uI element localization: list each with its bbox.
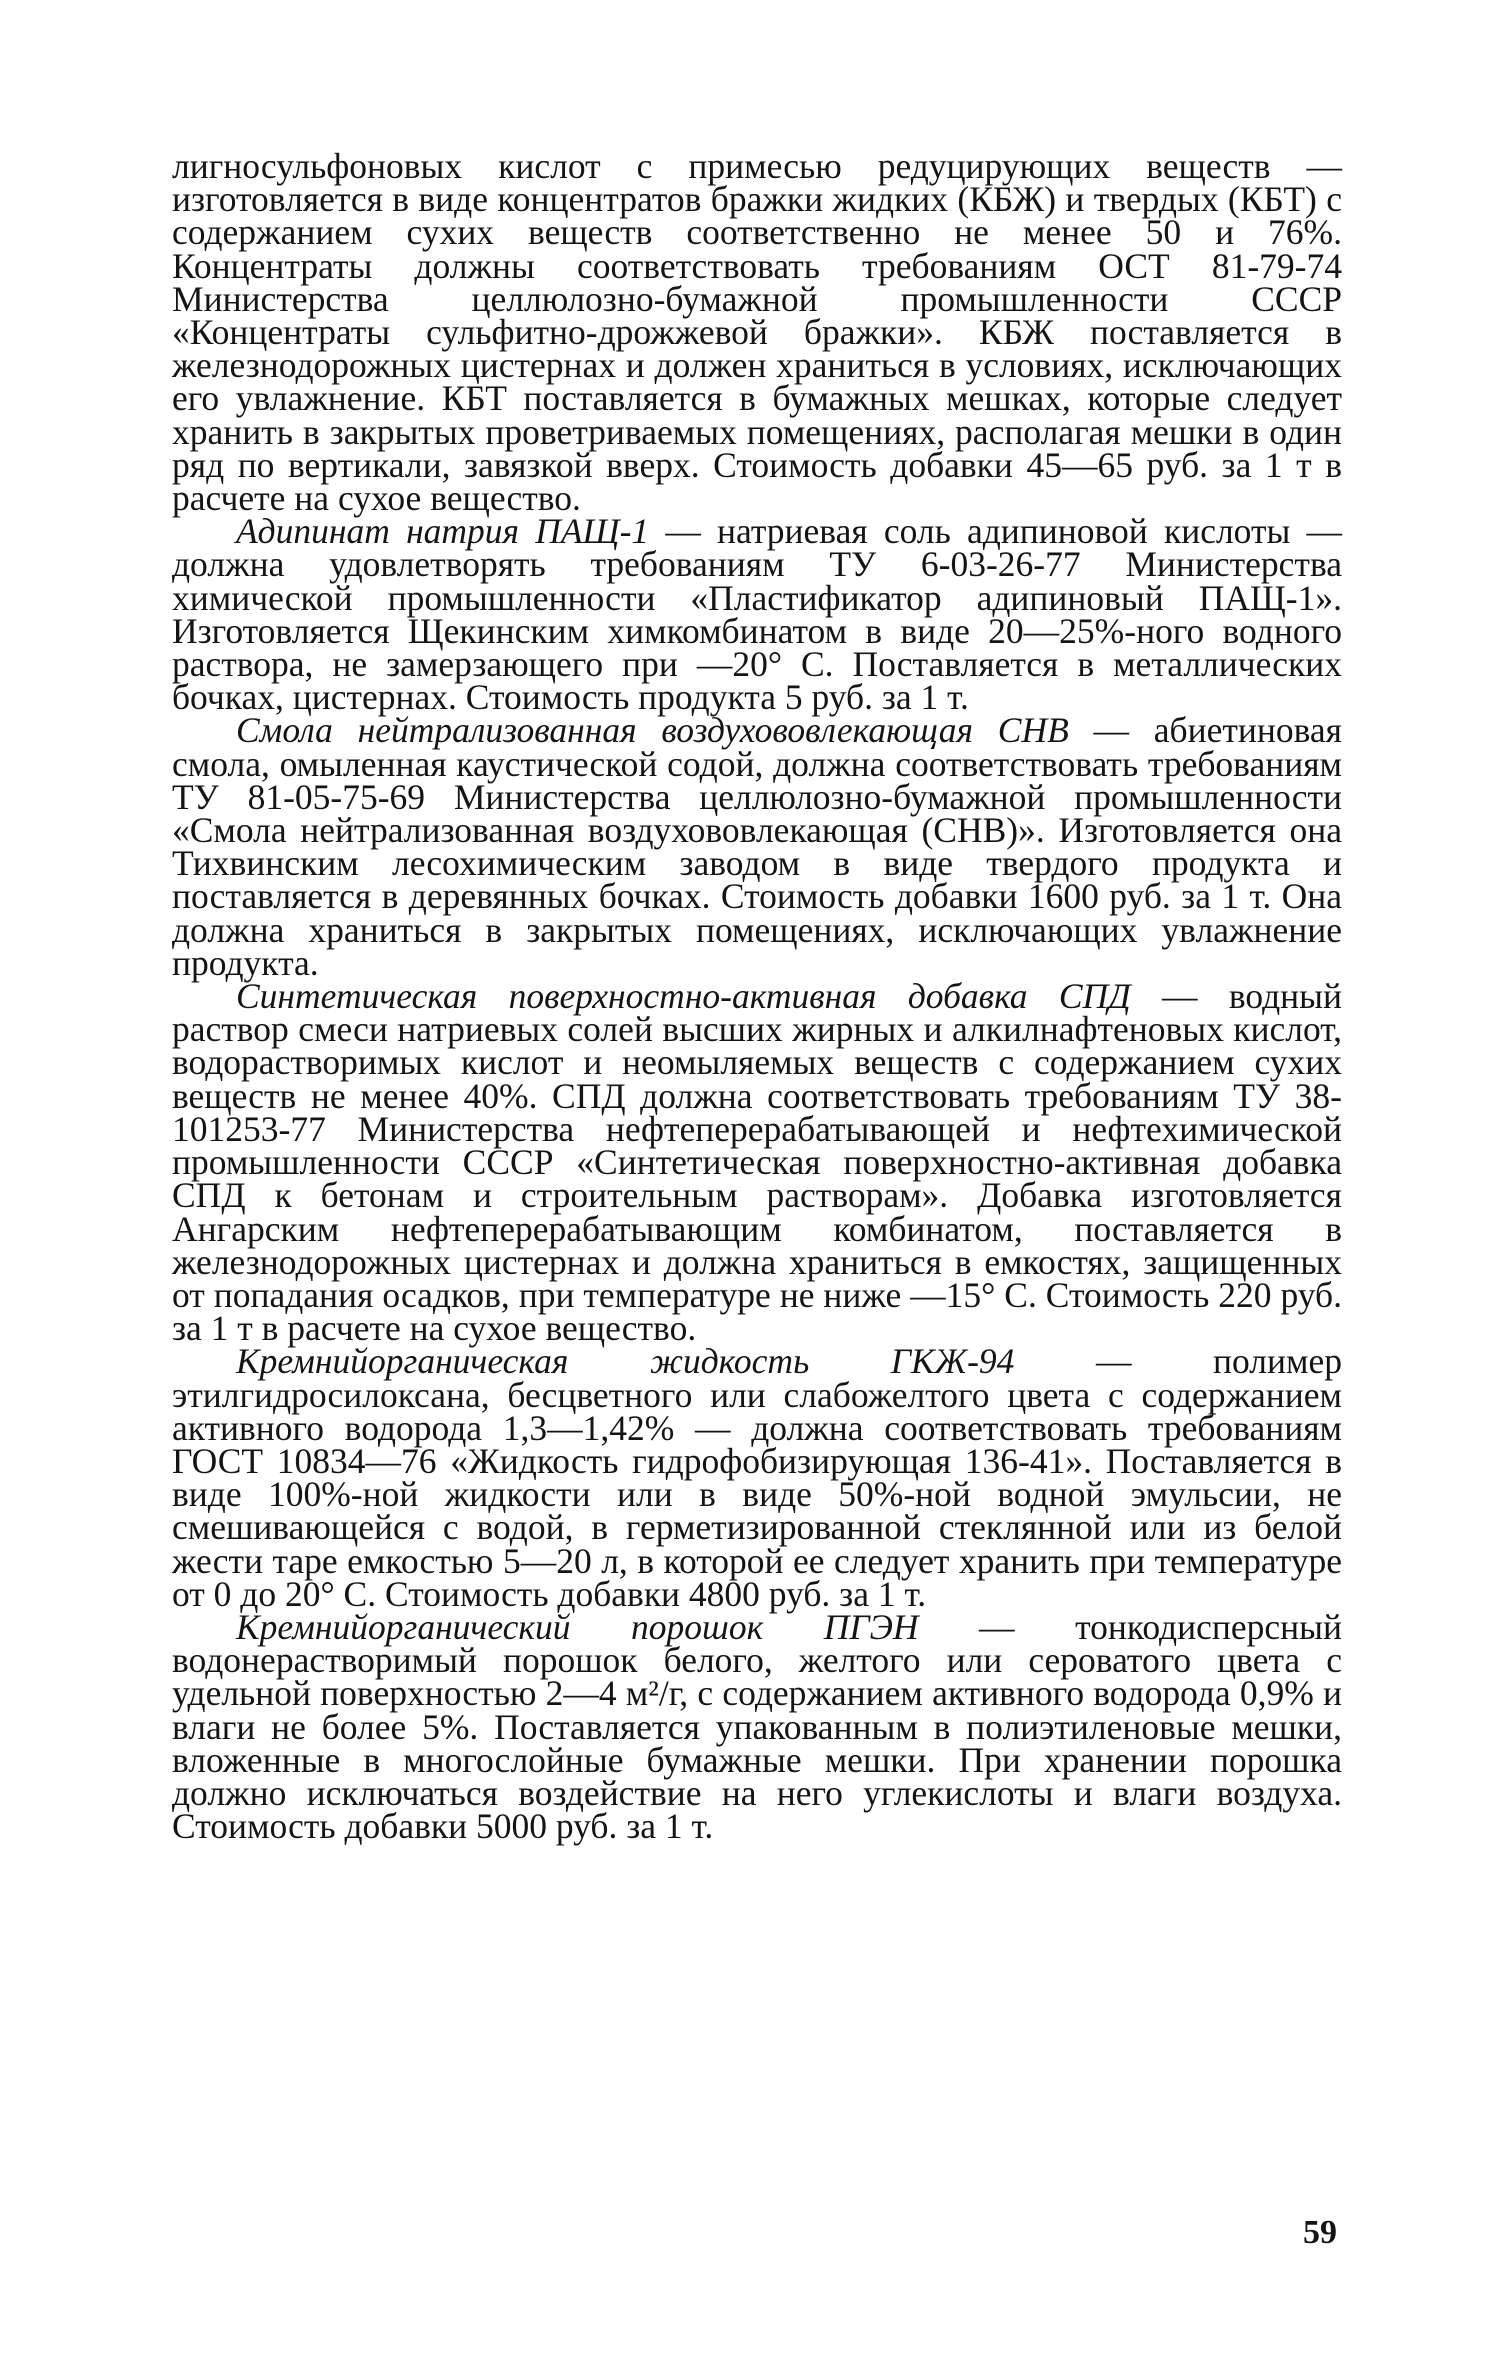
paragraph-text: — абиетиновая смола, омыленная каустической содой, должна соответствовать требованиям ТУ 81-05-75-69 Министерства целлюлозно-бумажной промышленности «Смола нейтрализованная воздухововлекающая (СНВ)». Изготовляется она Тихвинским лесохимическим заводом в виде твердого продукта и поставляется в деревянных бочках. Стоимость добавки 1600 руб. за 1 т. Она должна храниться в закрытых помещениях, исключающих увлажнение продукта. — [172, 710, 1342, 983]
paragraph-spd — [172, 976, 1343, 1349]
paragraph-text: — водный раствор смеси натриевых солей высших жирных и алкилнафтеновых кислот, водорастворимых кислот и неомыляемых веществ с содержанием сухих веществ не менее 40%. СПД должна соответствовать требованиям ТУ 38-101253-77 Министерства нефтеперерабатывающей и нефтехимической промышленности СССР «Синтетическая поверхностно-активная добавка СПД к бетонам и строительным растворам». Добавка изготовляется Ангарским нефтеперерабатывающим комбинатом, поставляется в железнодорожных цистернах и должна храниться в емкостях, защищенных от попадания осадков, при температуре не ниже —15° С. Стоимость 220 руб. за 1 т в расчете на сухое вещество. — [172, 976, 1343, 1349]
term-title: Кремнийорганическая жидкость ГКЖ-94 — [236, 1341, 1015, 1382]
paragraph-text: — полимер этилгидросилоксана, бесцветного или слабожелтого цвета с содержанием активного водорода 1,3—1,42% — должна соответствовать требованиям ГОСТ 10834—76 «Жидкость гидрофобизирующая 136-41». Поставляется в виде 100%-ной жидкости или в виде 50%-ной водной эмульсии, не смешивающейся с водой, в герметизированной стеклянной или из белой жести таре емкостью 5—20 л, в которой ее следует хранить при температуре от 0 до 20° С. Стоимость добавки 4800 руб. за 1 т. — [172, 1341, 1342, 1614]
term-title: Синтетическая поверхностно-активная добавка СПД — [236, 976, 1131, 1017]
paragraph-pgen — [172, 1606, 1342, 1847]
page-body — [172, 146, 1343, 1847]
term-title: Адипинат натрия ПАЩ-1 — [236, 511, 650, 552]
paragraph-snv — [172, 710, 1342, 983]
paragraph-gkzh — [172, 1341, 1342, 1614]
paragraph-text: — натриевая соль адипиновой кислоты — должна удовлетворять требованиям ТУ 6-03-26-77 Министерства химической промышленности «Пластификатор адипиновый ПАЩ-1». Изготовляется Щекинским химкомбинатом в виде 20—25%-ного водного раствора, не замерзающего при —20° С. Поставляется в металлических бочках, цистернах. Стоимость продукта 5 руб. за 1 т. — [172, 511, 1342, 718]
paragraph-kbzh — [172, 146, 1342, 519]
paragraph-text: лигносульфоновых кислот с примесью редуцирующих веществ — изготовляется в виде концентратов бражки жидких (КБЖ) и твердых (КБТ) с содержанием сухих веществ соответственно не менее 50 и 76%. Концентраты должны соответствовать требованиям ОСТ 81-79-74 Министерства целлюлозно-бумажной промышленности СССР «Концентраты сульфитно-дрожжевой бражки». КБЖ поставляется в железнодорожных цистернах и должен храниться в условиях, исключающих его увлажнение. КБТ поставляется в бумажных мешках, которые следует хранить в закрытых проветриваемых помещениях, располагая мешки в один ряд по вертикали, завязкой вверх. Стоимость добавки 45—65 руб. за 1 т в расчете на сухое вещество. — [172, 146, 1342, 519]
paragraph-text: — тонкодисперсный водонерастворимый порошок белого, желтого или сероватого цвета с удельной поверхностью 2—4 м²/г, с содержанием активного водорода 0,9% и влаги не более 5%. Поставляется упакованным в полиэтиленовые мешки, вложенные в многослойные бумажные мешки. При хранении порошка должно исключаться воздействие на него углекислоты и влаги воздуха. Стоимость добавки 5000 руб. за 1 т. — [172, 1606, 1342, 1847]
term-title: Кремнийорганический порошок ПГЭН — [236, 1606, 919, 1647]
term-title: Смола нейтрализованная воздухововлекающая СНВ — [236, 710, 1069, 751]
paragraph-pashch — [172, 511, 1342, 718]
page-number: 59 — [1303, 2214, 1337, 2251]
